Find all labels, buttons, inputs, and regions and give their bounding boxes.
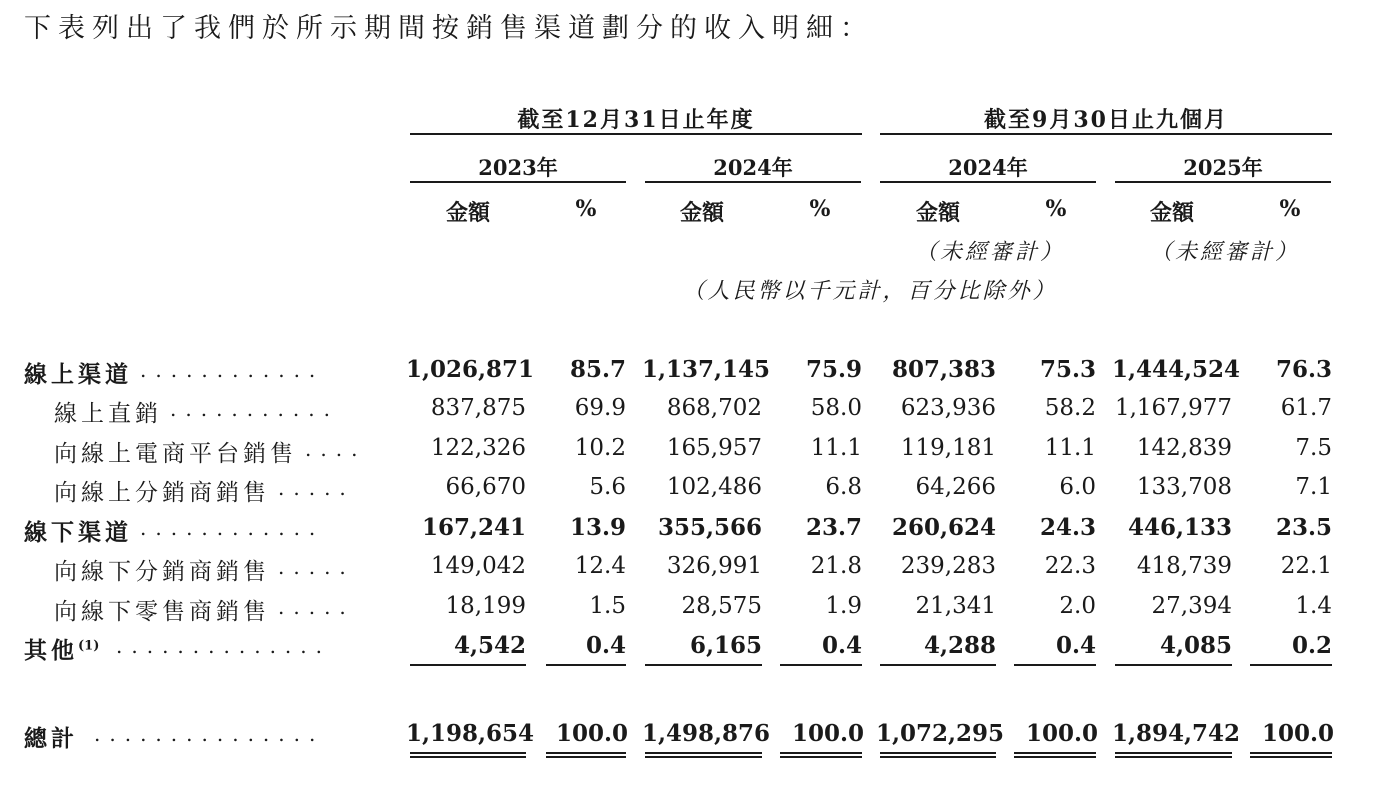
- row-label: [54, 435, 297, 468]
- total-double-rule: [645, 752, 762, 758]
- total-amount-cell: 1,498,876: [642, 720, 771, 747]
- row-label: [54, 553, 270, 586]
- row-label: [24, 356, 132, 389]
- total-double-rule: [410, 752, 526, 758]
- percent-cell: 11.1: [810, 435, 862, 461]
- amount-cell: 1,026,871: [406, 356, 535, 383]
- total-label: 總計: [24, 725, 78, 752]
- percent-cell: 75.3: [1039, 356, 1096, 383]
- amount-cell: 122,326: [430, 435, 526, 461]
- dot-leader: .....: [278, 595, 355, 619]
- column-header-percent: %: [1279, 196, 1301, 222]
- amount-cell: 868,702: [666, 395, 762, 421]
- year-header-2024-annual: 2024年: [713, 155, 793, 180]
- percent-cell: 10.2: [574, 435, 626, 461]
- amount-cell: 418,739: [1136, 553, 1232, 579]
- year-rule: [880, 181, 1096, 183]
- row-label: [24, 632, 99, 665]
- percent-cell: 1.5: [589, 593, 626, 619]
- percent-cell: 61.7: [1280, 395, 1332, 421]
- amount-cell: 6,165: [689, 632, 762, 659]
- total-amount-cell: 1,894,742: [1112, 720, 1241, 747]
- column-header-amount: 金額: [445, 200, 490, 226]
- percent-cell: 22.3: [1044, 553, 1096, 579]
- amount-cell: 21,341: [915, 593, 996, 619]
- total-double-rule: [1115, 752, 1232, 758]
- amount-cell: 27,394: [1151, 593, 1232, 619]
- amount-cell: 66,670: [445, 474, 526, 500]
- total-double-rule: [880, 752, 996, 758]
- percent-cell: 23.5: [1275, 514, 1332, 541]
- row-label-text: 向線上分銷商銷售: [54, 480, 270, 506]
- amount-cell: 165,957: [666, 435, 762, 461]
- dot-leader: ............: [140, 358, 325, 382]
- amount-cell: 1,167,977: [1114, 395, 1232, 421]
- percent-cell: 6.8: [825, 474, 862, 500]
- amount-cell: 239,283: [900, 553, 996, 579]
- row-label-text: 其他: [24, 637, 78, 664]
- unaudited-note: （未經審計）: [914, 240, 1065, 265]
- amount-cell: 28,575: [681, 593, 762, 619]
- percent-cell: 0.4: [821, 632, 862, 659]
- column-header-percent: %: [1045, 196, 1067, 222]
- amount-cell: 4,542: [453, 632, 526, 659]
- percent-cell: 2.0: [1059, 593, 1096, 619]
- row-label: [54, 474, 270, 507]
- amount-cell: 4,288: [923, 632, 996, 659]
- year-rule: [645, 181, 861, 183]
- subtotal-rule: [410, 664, 526, 666]
- subtotal-rule: [1014, 664, 1096, 666]
- footnote-marker: (1): [78, 638, 100, 654]
- subtotal-rule: [1115, 664, 1232, 666]
- total-double-rule: [780, 752, 862, 758]
- unaudited-note: （未經審計）: [1149, 240, 1300, 265]
- row-label-text: 向線下分銷商銷售: [54, 559, 270, 585]
- percent-cell: 1.4: [1295, 593, 1332, 619]
- dot-leader: ............: [140, 516, 325, 540]
- subtotal-rule: [1250, 664, 1332, 666]
- period-header-annual: 截至12月31日止年度: [517, 107, 755, 133]
- percent-cell: 76.3: [1275, 356, 1332, 383]
- total-amount-cell: 1,072,295: [876, 720, 1005, 747]
- amount-cell: 837,875: [430, 395, 526, 421]
- amount-cell: 167,241: [421, 514, 526, 541]
- year-rule: [1115, 181, 1331, 183]
- percent-cell: 0.2: [1291, 632, 1332, 659]
- percent-cell: 1.9: [825, 593, 862, 619]
- period-header-nine-months: 截至9月30日止九個月: [984, 107, 1228, 133]
- dot-leader: ..............: [116, 634, 332, 658]
- period-rule-annual: [410, 133, 862, 135]
- row-label-text: 向線上電商平台銷售: [54, 441, 297, 467]
- subtotal-rule: [780, 664, 862, 666]
- amount-cell: 149,042: [430, 553, 526, 579]
- amount-cell: 4,085: [1159, 632, 1232, 659]
- row-label: [24, 514, 132, 547]
- percent-cell: 21.8: [810, 553, 862, 579]
- dot-leader: ...........: [170, 397, 339, 421]
- total-percent-cell: 100.0: [1026, 720, 1099, 747]
- subtotal-rule: [546, 664, 626, 666]
- percent-cell: 75.9: [805, 356, 862, 383]
- amount-cell: 1,444,524: [1112, 356, 1241, 383]
- percent-cell: 12.4: [574, 553, 626, 579]
- percent-cell: 23.7: [805, 514, 862, 541]
- row-label: [54, 593, 270, 626]
- percent-cell: 11.1: [1044, 435, 1096, 461]
- dot-leader: .....: [278, 555, 355, 579]
- dot-leader: ....: [305, 437, 367, 461]
- period-rule-nine-months: [880, 133, 1332, 135]
- column-header-percent: %: [809, 196, 831, 222]
- subtotal-rule: [880, 664, 996, 666]
- percent-cell: 24.3: [1039, 514, 1096, 541]
- percent-cell: 7.5: [1295, 435, 1332, 461]
- percent-cell: 58.0: [810, 395, 862, 421]
- amount-cell: 623,936: [900, 395, 996, 421]
- amount-cell: 119,181: [900, 435, 996, 461]
- percent-cell: 0.4: [1055, 632, 1096, 659]
- amount-cell: 260,624: [891, 514, 996, 541]
- row-label: [54, 395, 162, 428]
- amount-cell: 355,566: [657, 514, 762, 541]
- amount-cell: 18,199: [445, 593, 526, 619]
- total-percent-cell: 100.0: [1262, 720, 1335, 747]
- percent-cell: 22.1: [1280, 553, 1332, 579]
- total-double-rule: [1014, 752, 1096, 758]
- column-header-amount: 金額: [679, 200, 724, 226]
- row-label-text: 線上直銷: [54, 401, 162, 427]
- units-note: （人民幣以千元計，百分比除外）: [682, 279, 1058, 304]
- percent-cell: 7.1: [1295, 474, 1332, 500]
- dot-leader: ...............: [94, 722, 325, 746]
- year-header-2024-nine-months: 2024年: [948, 155, 1028, 180]
- intro-text: 下表列出了我們於所示期間按銷售渠道劃分的收入明細：: [24, 13, 874, 44]
- amount-cell: 142,839: [1136, 435, 1232, 461]
- amount-cell: 1,137,145: [642, 356, 771, 383]
- row-label-text: 線上渠道: [24, 361, 132, 388]
- amount-cell: 326,991: [666, 553, 762, 579]
- amount-cell: 446,133: [1127, 514, 1232, 541]
- total-double-rule: [546, 752, 626, 758]
- percent-cell: 6.0: [1059, 474, 1096, 500]
- amount-cell: 102,486: [666, 474, 762, 500]
- percent-cell: 58.2: [1044, 395, 1096, 421]
- year-header-2025-nine-months: 2025年: [1183, 155, 1263, 180]
- amount-cell: 807,383: [891, 356, 996, 383]
- total-percent-cell: 100.0: [556, 720, 629, 747]
- year-rule: [410, 181, 626, 183]
- column-header-percent: %: [575, 196, 597, 222]
- subtotal-rule: [645, 664, 762, 666]
- total-double-rule: [1250, 752, 1332, 758]
- amount-cell: 64,266: [915, 474, 996, 500]
- percent-cell: 13.9: [569, 514, 626, 541]
- percent-cell: 5.6: [589, 474, 626, 500]
- total-amount-cell: 1,198,654: [406, 720, 535, 747]
- column-header-amount: 金額: [915, 200, 960, 226]
- total-percent-cell: 100.0: [792, 720, 865, 747]
- percent-cell: 0.4: [585, 632, 626, 659]
- dot-leader: .....: [278, 476, 355, 500]
- row-label-text: 向線下零售商銷售: [54, 599, 270, 625]
- column-header-amount: 金額: [1149, 200, 1194, 226]
- percent-cell: 69.9: [574, 395, 626, 421]
- amount-cell: 133,708: [1136, 474, 1232, 500]
- year-header-2023: 2023年: [478, 155, 558, 180]
- row-label-text: 線下渠道: [24, 519, 132, 546]
- percent-cell: 85.7: [569, 356, 626, 383]
